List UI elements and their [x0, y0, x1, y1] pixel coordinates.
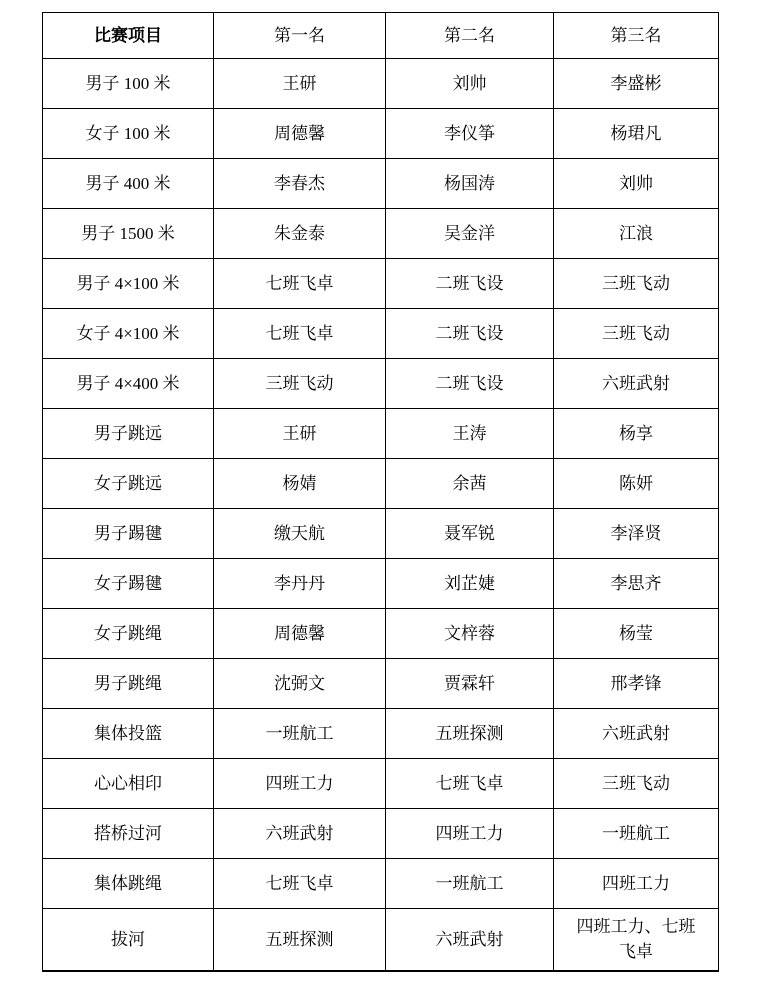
second-place-cell: 王涛	[386, 409, 554, 459]
table-row	[43, 809, 719, 859]
event-cell: 男子 100 米	[43, 59, 214, 109]
event-cell: 女子 4×100 米	[43, 309, 214, 359]
event-cell: 男子 4×100 米	[43, 259, 214, 309]
second-place-cell: 文梓蓉	[386, 609, 554, 659]
table-row	[43, 459, 719, 509]
event-cell: 搭桥过河	[43, 809, 214, 859]
first-place-cell: 李丹丹	[214, 559, 386, 609]
third-place-cell: 杨莹	[554, 609, 719, 659]
table-row	[43, 559, 719, 609]
event-cell: 男子 4×400 米	[43, 359, 214, 409]
event-cell: 女子踢毽	[43, 559, 214, 609]
third-place-cell: 四班工力、七班飞卓	[554, 909, 719, 971]
table-row	[43, 109, 719, 159]
event-cell: 心心相印	[43, 759, 214, 809]
second-place-cell: 聂军锐	[386, 509, 554, 559]
first-place-cell: 三班飞动	[214, 359, 386, 409]
table-row	[43, 209, 719, 259]
second-place-cell: 刘芷婕	[386, 559, 554, 609]
results-table	[42, 12, 719, 972]
second-place-cell: 余茜	[386, 459, 554, 509]
second-place-cell: 四班工力	[386, 809, 554, 859]
event-cell: 男子跳绳	[43, 659, 214, 709]
header-cell-event: 比赛项目	[43, 13, 214, 59]
second-place-cell: 五班探测	[386, 709, 554, 759]
second-place-cell: 刘帅	[386, 59, 554, 109]
event-cell: 男子 400 米	[43, 159, 214, 209]
third-place-cell: 李思齐	[554, 559, 719, 609]
table-row	[43, 159, 719, 209]
table-row	[43, 309, 719, 359]
table-row	[43, 709, 719, 759]
first-place-cell: 杨婧	[214, 459, 386, 509]
table-row	[43, 259, 719, 309]
table-row	[43, 659, 719, 709]
event-cell: 女子跳绳	[43, 609, 214, 659]
second-place-cell: 二班飞设	[386, 309, 554, 359]
first-place-cell: 七班飞卓	[214, 309, 386, 359]
second-place-cell: 二班飞设	[386, 259, 554, 309]
first-place-cell: 一班航工	[214, 709, 386, 759]
table-row	[43, 59, 719, 109]
event-cell: 拔河	[43, 909, 214, 971]
event-cell: 男子 1500 米	[43, 209, 214, 259]
first-place-cell: 缴天航	[214, 509, 386, 559]
event-cell: 集体投篮	[43, 709, 214, 759]
first-place-cell: 朱金泰	[214, 209, 386, 259]
first-place-cell: 六班武射	[214, 809, 386, 859]
third-place-cell: 陈妍	[554, 459, 719, 509]
event-cell: 男子踢毽	[43, 509, 214, 559]
second-place-cell: 一班航工	[386, 859, 554, 909]
third-place-cell: 四班工力	[554, 859, 719, 909]
third-place-cell: 邢孝锋	[554, 659, 719, 709]
first-place-cell: 五班探测	[214, 909, 386, 971]
event-cell: 女子跳远	[43, 459, 214, 509]
first-place-cell: 七班飞卓	[214, 259, 386, 309]
table-row	[43, 859, 719, 909]
table-row	[43, 359, 719, 409]
table-row	[43, 759, 719, 809]
third-place-cell: 李盛彬	[554, 59, 719, 109]
third-place-cell: 一班航工	[554, 809, 719, 859]
third-place-cell: 三班飞动	[554, 759, 719, 809]
third-place-cell: 李泽贤	[554, 509, 719, 559]
event-cell: 女子 100 米	[43, 109, 214, 159]
header-cell-second-place: 第二名	[386, 13, 554, 59]
table-row	[43, 609, 719, 659]
second-place-cell: 七班飞卓	[386, 759, 554, 809]
table-row	[43, 509, 719, 559]
second-place-cell: 贾霖轩	[386, 659, 554, 709]
third-place-cell: 六班武射	[554, 709, 719, 759]
third-place-cell: 杨享	[554, 409, 719, 459]
event-cell: 男子跳远	[43, 409, 214, 459]
document-page	[0, 12, 760, 981]
first-place-cell: 四班工力	[214, 759, 386, 809]
first-place-cell: 李春杰	[214, 159, 386, 209]
third-place-cell: 杨珺凡	[554, 109, 719, 159]
first-place-cell: 七班飞卓	[214, 859, 386, 909]
second-place-cell: 李仪筝	[386, 109, 554, 159]
first-place-cell: 沈弼文	[214, 659, 386, 709]
third-place-cell: 三班飞动	[554, 259, 719, 309]
header-row	[43, 13, 719, 59]
second-place-cell: 六班武射	[386, 909, 554, 971]
third-place-cell: 刘帅	[554, 159, 719, 209]
first-place-cell: 周德馨	[214, 609, 386, 659]
second-place-cell: 杨国涛	[386, 159, 554, 209]
third-place-cell: 六班武射	[554, 359, 719, 409]
third-place-cell: 江浪	[554, 209, 719, 259]
second-place-cell: 吴金洋	[386, 209, 554, 259]
header-cell-first-place: 第一名	[214, 13, 386, 59]
table-row	[43, 409, 719, 459]
first-place-cell: 周德馨	[214, 109, 386, 159]
table-row	[43, 909, 719, 971]
event-cell: 集体跳绳	[43, 859, 214, 909]
third-place-cell: 三班飞动	[554, 309, 719, 359]
header-cell-third-place: 第三名	[554, 13, 719, 59]
first-place-cell: 王研	[214, 59, 386, 109]
second-place-cell: 二班飞设	[386, 359, 554, 409]
first-place-cell: 王研	[214, 409, 386, 459]
